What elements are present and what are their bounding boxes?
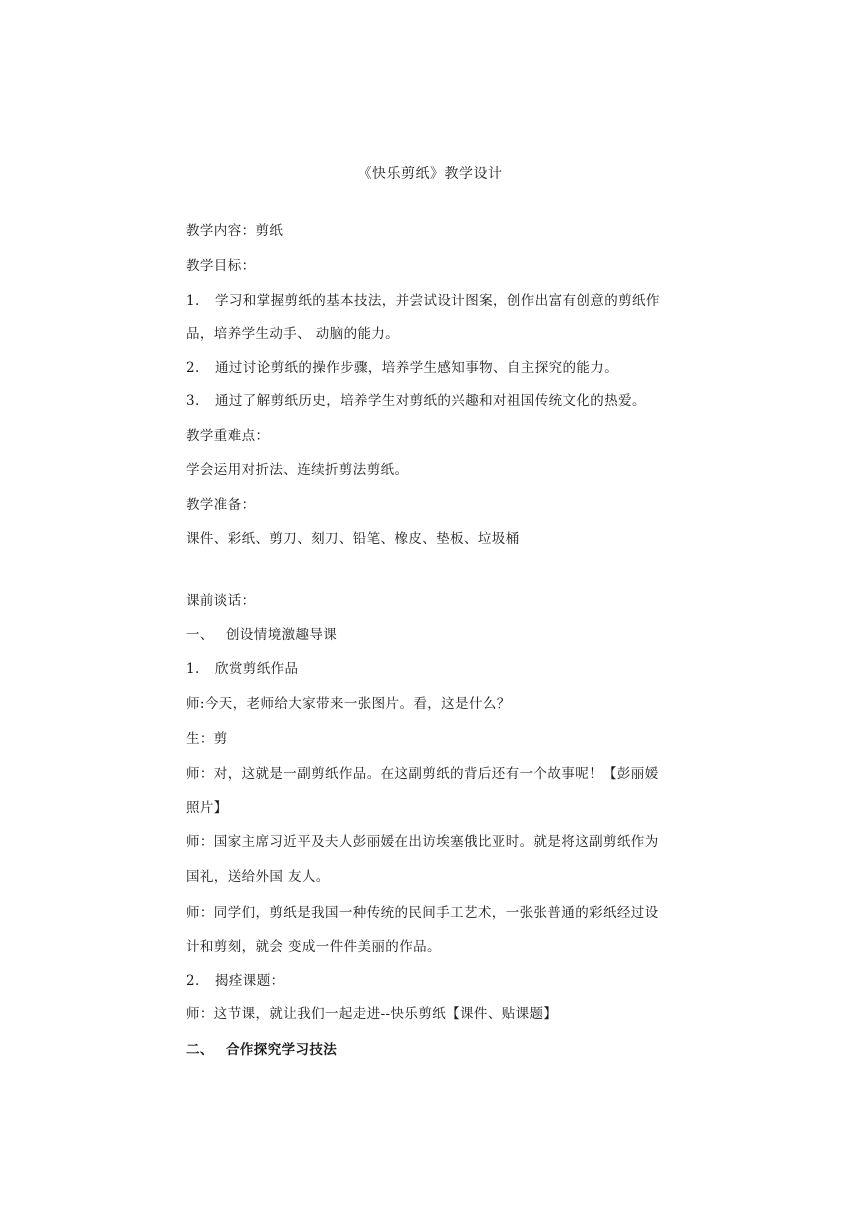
document-title: 《快乐剪纸》教学设计 <box>357 166 503 182</box>
dialog-line: 师：这节课，就让我们一起走进--快乐剪纸【课件、贴课题】 <box>186 1006 558 1022</box>
dialog-line: 师:今天，老师给大家带来一张图片。看，这是什么？ <box>186 696 511 712</box>
key-points-text: 学会运用对折法、连续折剪法剪纸。 <box>186 462 409 478</box>
section-1-heading <box>186 626 678 644</box>
prep-heading: 教学准备： <box>186 497 256 513</box>
dialog-line-continued: 国礼，送给外国 友人。 <box>186 869 330 885</box>
dialog-line: 师：国家主席习近平及夫人彭丽媛在出访埃塞俄比亚时。就是将这副剪纸作为 <box>186 834 659 850</box>
list-number: 2. <box>186 360 200 376</box>
content-line: 教学内容：剪纸 <box>186 223 284 239</box>
section-title: 合作探究学习技法 <box>226 1042 338 1058</box>
list-number: 3. <box>186 393 200 409</box>
talk-heading: 课前谈话： <box>186 593 256 609</box>
key-points-heading: 教学重难点： <box>186 428 270 444</box>
step-title: 欣赏剪纸作品 <box>215 661 299 677</box>
step-number: 1. <box>186 661 200 677</box>
objective-text: 学习和掌握剪纸的基本技法，并尝试设计图案，创作出富有创意的剪纸作 <box>215 293 660 309</box>
prep-text: 课件、彩纸、剪刀、刻刀、铅笔、橡皮、垫板、垃圾桶 <box>186 531 520 547</box>
objective-text: 通过讨论剪纸的操作步骤，培养学生感知事物、自主探究的能力。 <box>215 360 619 376</box>
dialog-line-continued: 照片】 <box>186 800 228 816</box>
dialog-line: 师：同学们，剪纸是我国一种传统的民间手工艺术，一张张普通的彩纸经过设 <box>186 905 659 921</box>
step-title: 揭痊课题： <box>215 973 285 989</box>
objective-1-continued: 品，培养学生动手、 动脑的能力。 <box>186 326 400 342</box>
objectives-heading: 教学目标： <box>186 258 256 274</box>
step-2-heading <box>186 972 678 990</box>
objective-text: 通过了解剪纸历史，培养学生对剪纸的兴趣和对祖国传统文化的热爱。 <box>215 393 646 409</box>
section-number: 一、 <box>186 627 214 643</box>
section-title: 创设情境激趣导课 <box>226 627 338 643</box>
objective-1 <box>186 292 678 310</box>
step-number: 2. <box>186 973 200 989</box>
dialog-line-continued: 计和剪刻，就会 变成一件件美丽的作品。 <box>186 939 441 955</box>
objective-2 <box>186 359 678 377</box>
dialog-line: 生：剪 <box>186 731 228 747</box>
dialog-line: 师：对，这就是一副剪纸作品。在这副剪纸的背后还有一个故事呢！【彭丽媛 <box>186 766 659 782</box>
objective-3 <box>186 392 678 410</box>
step-1-heading <box>186 660 678 678</box>
section-2-heading <box>186 1041 678 1059</box>
section-number: 二、 <box>186 1042 214 1058</box>
list-number: 1. <box>186 293 200 309</box>
